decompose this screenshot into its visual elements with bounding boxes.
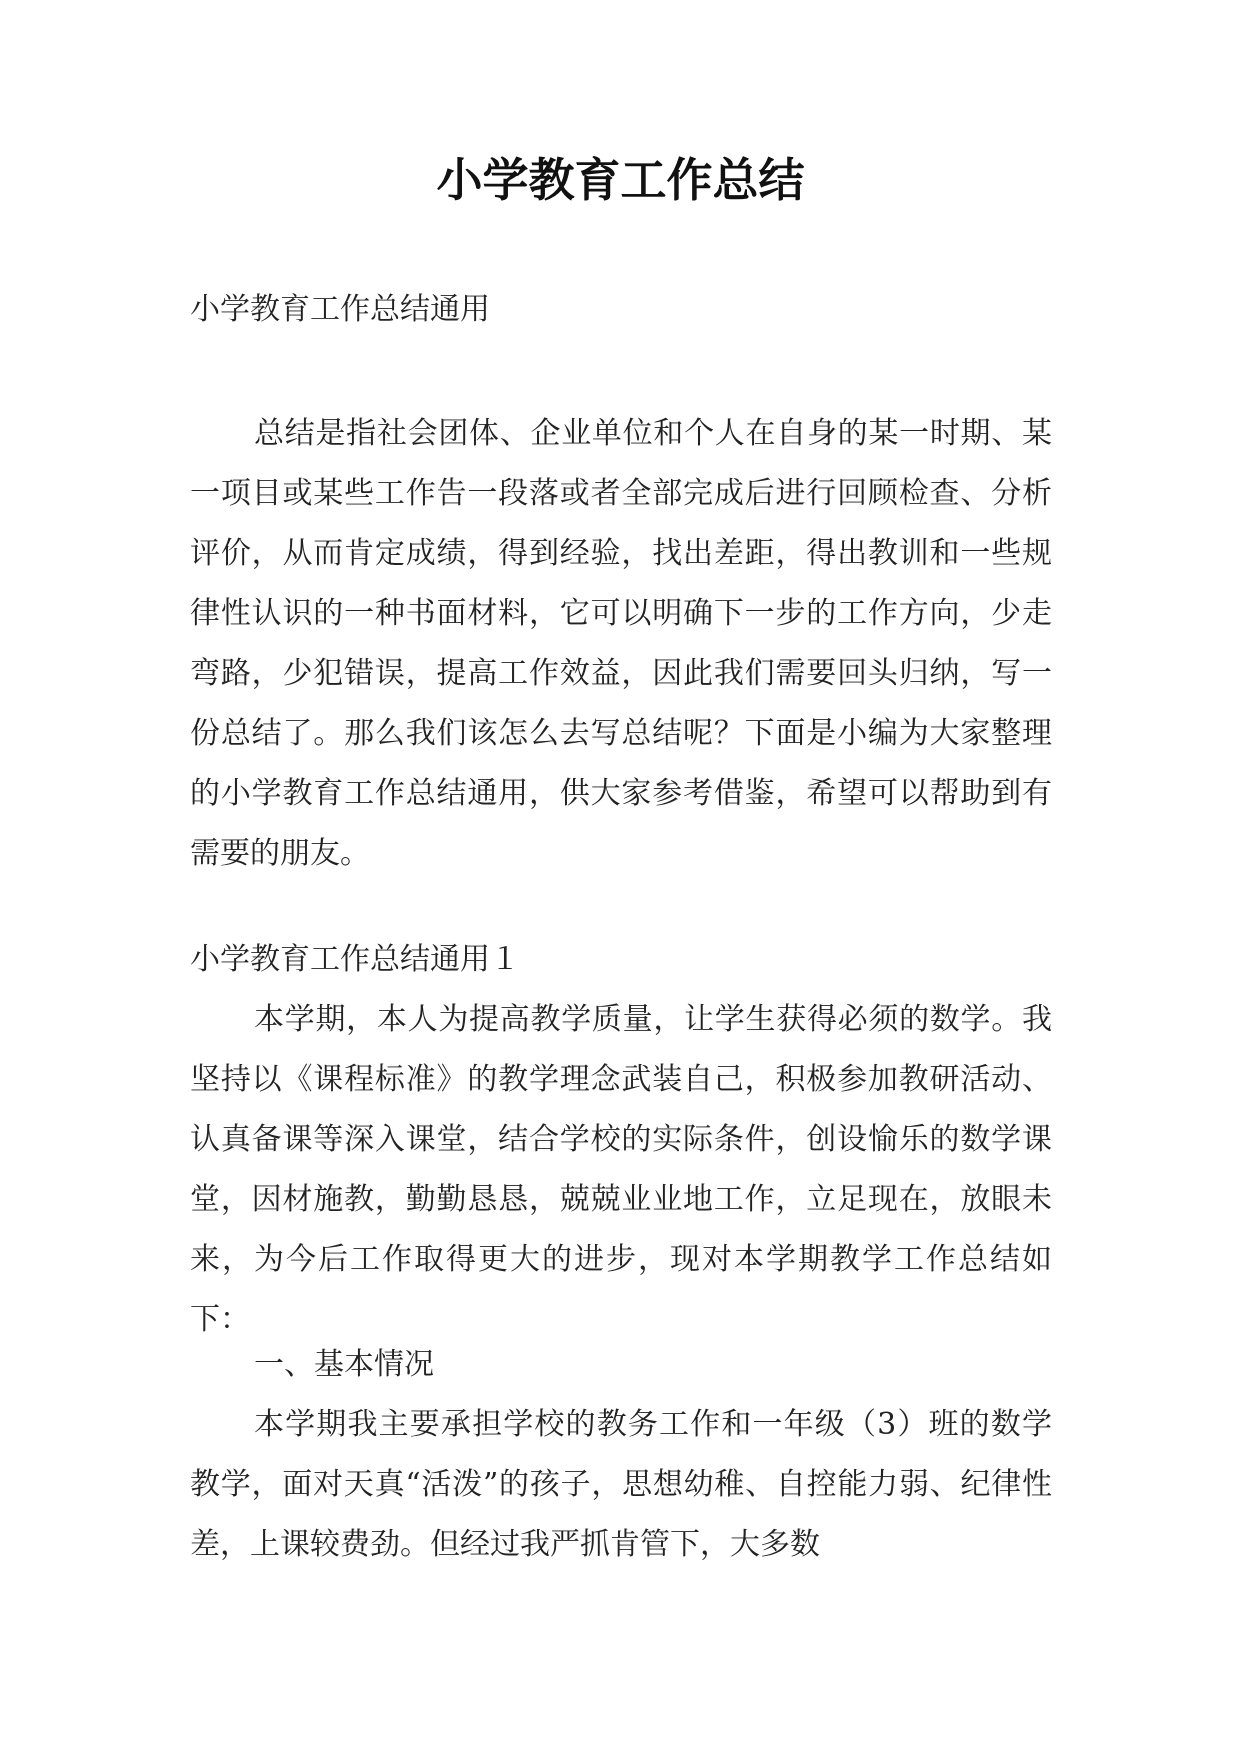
paragraph-1: 本学期，本人为提高教学质量，让学生获得必须的数学。我坚持以《课程标准》的教学理念武装自己，积极参加教研活动、认真备课等深入课堂，结合学校的实际条件，创设愉乐的数学课堂，因材施教，勤勤恳恳，兢兢业业地工作，立足现在，放眼未来，为今后工作取得更大的进步，现对本学期教学工作总结如下： bbox=[190, 1002, 1052, 1337]
document-title: 小学教育工作总结 bbox=[436, 153, 805, 207]
section-title: 小学教育工作总结通用１ bbox=[190, 942, 520, 977]
intro-paragraph: 总结是指社会团体、企业单位和个人在自身的某一时期、某一项目或某些工作告一段落或者全部完成后进行回顾检查、分析评价，从而肯定成绩，得到经验，找出差距，得出教训和一些规律性认识的一种书面材料，它可以明确下一步的工作方向，少走弯路，少犯错误，提高工作效益，因此我们需要回头归纳，写一份总结了。那么我们该怎么去写总结呢？下面是小编为大家整理的小学教育工作总结通用，供大家参考借鉴，希望可以帮助到有需要的朋友。 bbox=[190, 416, 1052, 871]
paragraph-2: 本学期我主要承担学校的教务工作和一年级（3）班的数学教学，面对天真“活泼”的孩子，思想幼稚、自控能力弱、纪律性差，上课较费劲。但经过我严抓肯管下，大多数 bbox=[190, 1407, 1052, 1562]
heading-basic-situation: 一、基本情况 bbox=[254, 1347, 434, 1382]
document-subtitle: 小学教育工作总结通用 bbox=[190, 292, 490, 327]
